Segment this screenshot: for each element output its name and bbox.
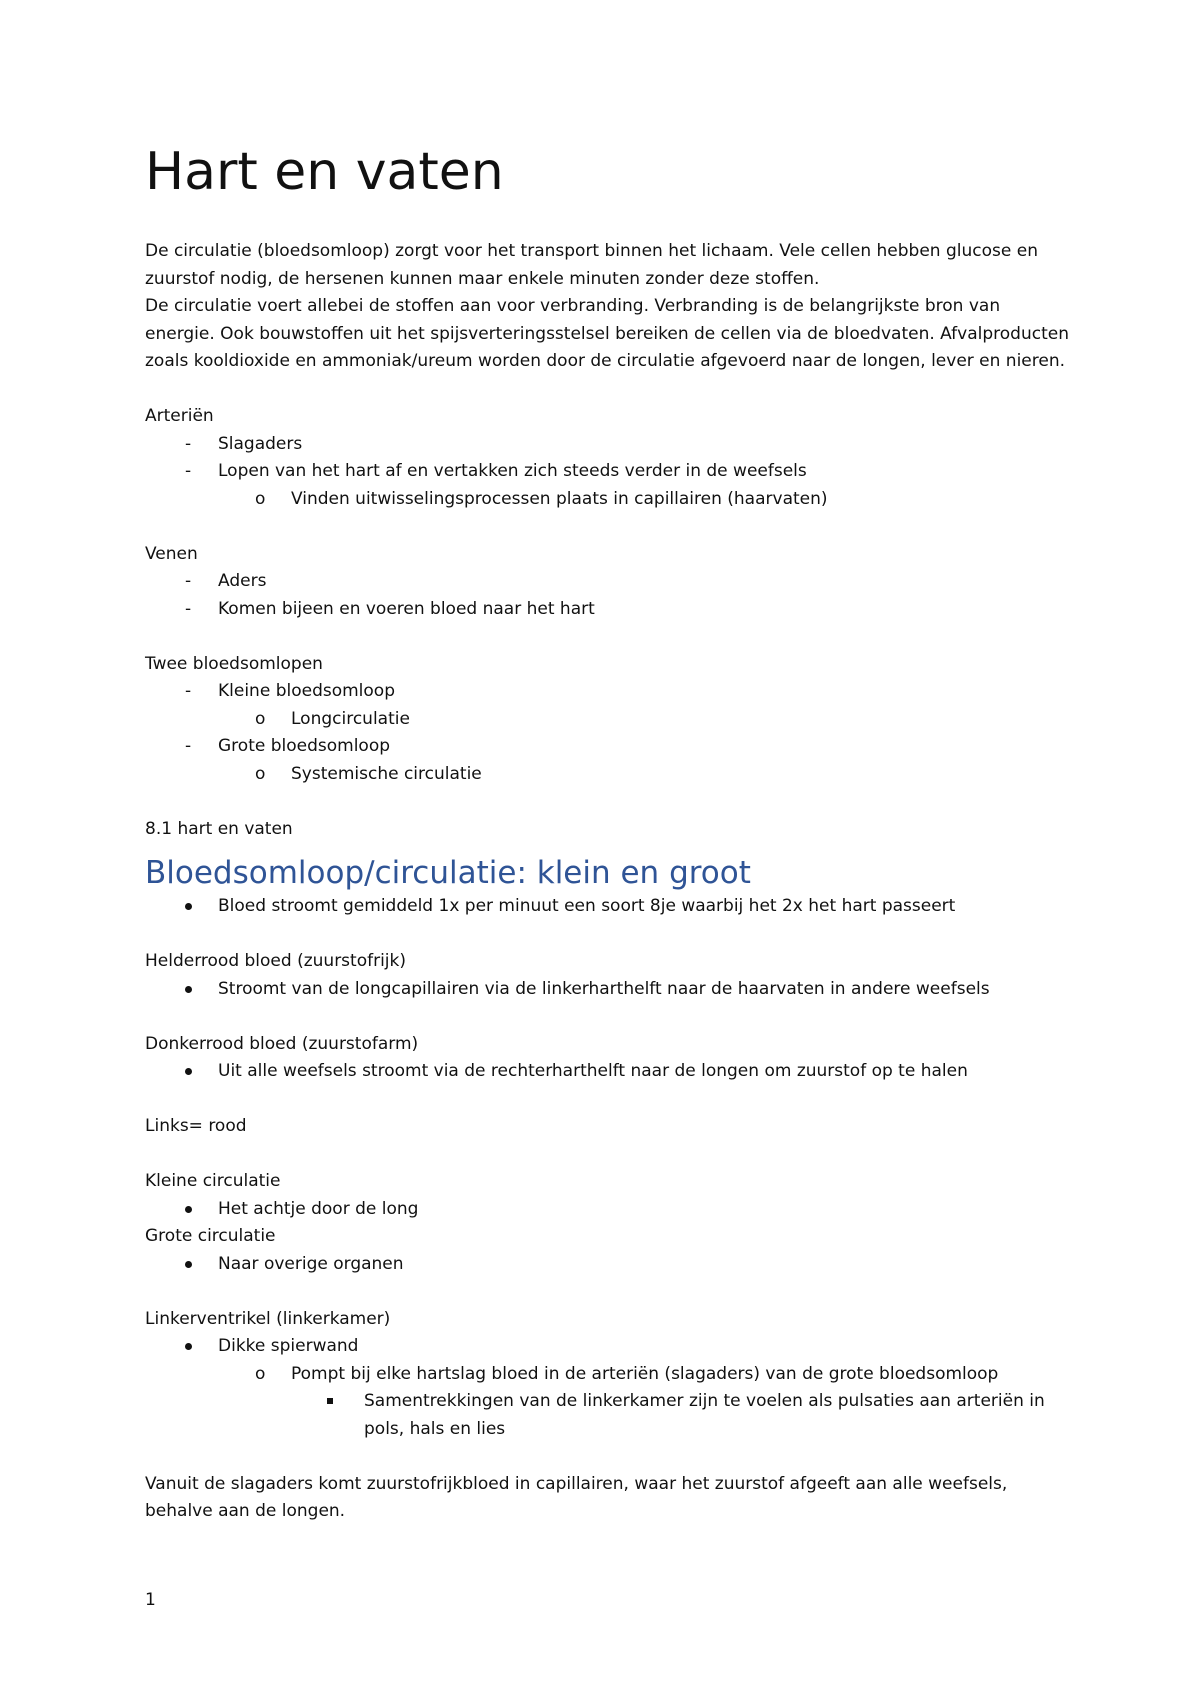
document-title: Hart en vaten: [145, 142, 504, 202]
list-item: - Slagaders: [145, 431, 1075, 459]
dash-marker: -: [185, 681, 192, 701]
donkerrood-heading: Donkerrood bloed (zuurstofarm): [145, 1033, 419, 1054]
list-item: Uit alle weefsels stroomt via de rechterharthelft naar de longen om zuurstof op te halen: [145, 1058, 1075, 1086]
intro-paragraph-2: De circulatie voert allebei de stoffen aan voor verbranding. Verbranding is de belangrijkste bron van energie. Ook bouwstoffen uit het spijsverteringsstelsel bereiken de cellen via de bloedvaten. Afvalproducten zoals kooldioxide en ammoniak/ureum worden door de circulatie afgevoerd naar de longen, lever en nieren.: [145, 296, 1069, 371]
list-item: Stroomt van de longcapillairen via de linkerharthelft naar de haarvaten in andere weefsels: [145, 976, 1075, 1004]
linkerventrikel-heading: Linkerventrikel (linkerkamer): [145, 1308, 391, 1329]
list-item: Bloed stroomt gemiddeld 1x per minuut een soort 8je waarbij het 2x het hart passeert: [145, 893, 1075, 921]
circle-marker: o: [255, 1363, 266, 1384]
list-item: - Kleine bloedsomloop: [145, 678, 1075, 706]
arterien-heading: Arteriën: [145, 406, 214, 426]
list-item: Samentrekkingen van de linkerkamer zijn te voelen als pulsaties aan arteriën in pols, hals en lies: [145, 1388, 1075, 1443]
circle-marker: o: [255, 708, 266, 729]
list-item: o Systemische circulatie: [145, 761, 1075, 789]
list-item: Dikke spierwand: [145, 1333, 1075, 1361]
page-number: 1: [145, 1590, 156, 1610]
list-item: - Grote bloedsomloop: [145, 733, 1075, 761]
venen-heading: Venen: [145, 543, 198, 564]
twee-heading: Twee bloedsomlopen: [145, 653, 323, 674]
dash-marker: -: [185, 598, 192, 619]
closing-paragraph: Vanuit de slagaders komt zuurstofrijkbloed in capillairen, waar het zuurstof afgeeft aan alle weefsels, behalve aan de longen.: [145, 1473, 1008, 1521]
list-item: Naar overige organen: [145, 1251, 1075, 1279]
document-body: [145, 238, 1075, 1526]
dash-marker: -: [185, 736, 192, 756]
dash-marker: -: [185, 433, 192, 454]
section-heading: Bloedsomloop/circulatie: klein en groot: [145, 855, 751, 891]
intro-paragraph-1: De circulatie (bloedsomloop) zorgt voor het transport binnen het lichaam. Vele cellen hebben glucose en zuurstof nodig, de hersenen kunnen maar enkele minuten zonder deze stoffen.: [145, 241, 1038, 289]
dash-marker: -: [185, 461, 192, 481]
circle-marker: o: [255, 488, 266, 509]
list-item: o Longcirculatie: [145, 706, 1075, 734]
list-item: - Aders: [145, 568, 1075, 596]
list-item: - Komen bijeen en voeren bloed naar het hart: [145, 596, 1075, 624]
grote-heading: Grote circulatie: [145, 1226, 276, 1246]
links-note: Links= rood: [145, 1116, 247, 1136]
helderrood-heading: Helderrood bloed (zuurstofrijk): [145, 951, 407, 971]
circle-marker: o: [255, 763, 266, 784]
list-item: - Lopen van het hart af en vertakken zich steeds verder in de weefsels: [145, 458, 1075, 486]
list-item: Het achtje door de long: [145, 1196, 1075, 1224]
dash-marker: -: [185, 571, 192, 591]
list-item: o Vinden uitwisselingsprocessen plaats in capillairen (haarvaten): [145, 486, 1075, 514]
list-item: o Pompt bij elke hartslag bloed in de arteriën (slagaders) van de grote bloedsomloop: [145, 1361, 1075, 1389]
section-reference: 8.1 hart en vaten: [145, 818, 293, 839]
kleine-heading: Kleine circulatie: [145, 1171, 281, 1191]
